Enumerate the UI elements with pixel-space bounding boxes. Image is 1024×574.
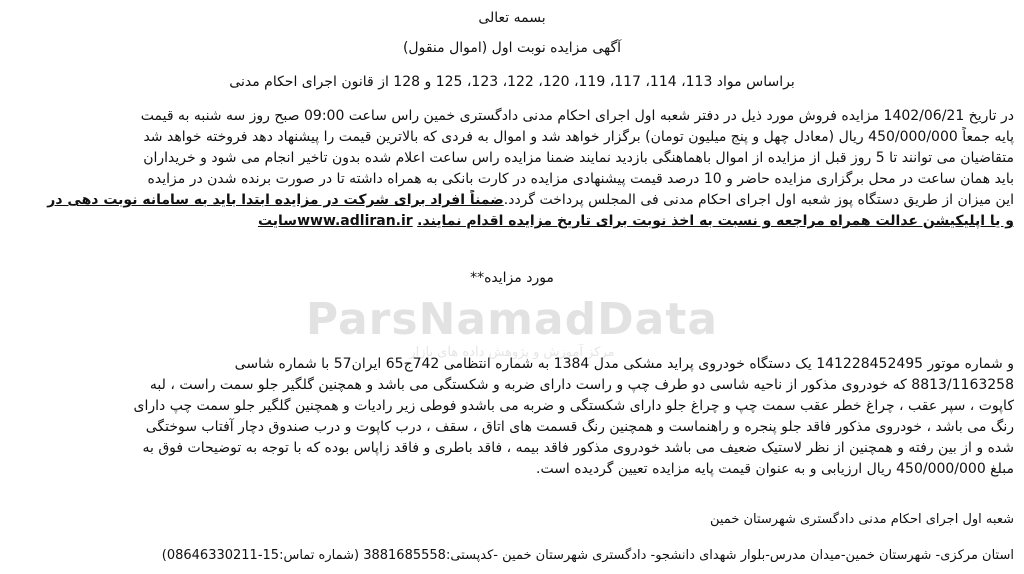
watermark-subtitle: مرکز آموزش و پژوهش داده های بازار: [409, 345, 615, 360]
court-address: استان مرکزی- شهرستان خمین-میدان مدرس-بلوار شهدای دانشجو- دادگستری شهرستان خمین -کدپستی:3881685558 (شماره تماس:15-08646330211): [161, 548, 1014, 563]
intro-line-4: باید همان ساعت در محل برگزاری مزایده حاضر و 10 درصد قیمت پیشنهادی مزایده در کارت بانکی به همراه داشته تا در صورت برنده شدن در مزایده: [147, 171, 1014, 187]
intro-line-1: در تاریخ 1402/06/21 مزایده فروش مورد ذیل در دفتر شعبه اول اجرای احکام مدنی دادگستری خمین راس ساعت 09:00 صبح روز سه شنبه به قیمت: [140, 108, 1014, 124]
intro-line-5: [10, 190, 1014, 211]
description-line-2: 8813/1163258 که خودروی مذکور از ناحیه شاسی دو طرف چپ و راست دارای ضربه و شکستگی می باشد و همچنین گلگیر جلو سمت راست ، لبه: [149, 377, 1014, 393]
issuing-branch-signature: شعبه اول اجرای احکام مدنی دادگستری شهرستان خمین: [709, 512, 1014, 527]
notice-title: آگهی مزایده نوبت اول (اموال منقول): [402, 40, 622, 56]
adliran-website-link[interactable]: www.adliran.ir: [297, 213, 413, 229]
description-line-6: مبلغ 450/000/000 ریال ارزیابی و به عنوان قیمت پایه مزایده تعیین گردیده است.: [536, 461, 1014, 477]
description-line-3: کاپوت ، سپر عقب ، چراغ خطر عقب سمت چپ و چراغ جلو دارای شکستگی و ضربه می باشدو فوطی زیر رادیات و همچنین گلگیر جلو سمت چپ دارای: [133, 398, 1014, 414]
parsnamaddata-watermark: ParsNamadData: [305, 294, 719, 345]
description-line-1: و شماره موتور 141228452495 یک دستگاه خودروی پراید مشکی مدل 1384 به شماره انتظامی 742ج65 ایران57 با شماره شاسی: [234, 356, 1014, 372]
intro-line-6: [10, 211, 1014, 232]
app-registration-notice-bold: و یا اپلیکیشن عدالت همراه مراجعه و نسبت به اخذ نوبت برای تاریخ مزایده اقدام نمایند.: [417, 213, 1014, 229]
vehicle-description-paragraph: [10, 354, 1014, 480]
intro-line-3: متقاضیان می توانند تا 5 روز قبل از مزایده از اموال باهماهنگی بازدید نمایند ضمنا مزایده راس ساعت اعلام شده بدون تاخیر انجام می شود و خریداران: [143, 150, 1014, 166]
subject-heading: مورد مزایده**: [470, 270, 554, 286]
description-line-4: رنگ می باشد ، خودروی مذکور فاقد جلو پنجره و راهنماست و همچنین رنگ قسمت های اتاق ، سقف ، درب کاپوت و درب صندوق دچار آفتاب سوختگی: [145, 419, 1014, 435]
intro-line-2: پایه جمعاً 450/000/000 ریال (معادل چهل و پنج میلیون تومان) برگزار خواهد شد و اموال به فردی که بالاترین قیمت را پیشنهاد دهد فروخته خواهد شد: [143, 129, 1014, 145]
payment-instruction-text: این میزان از طریق دستگاه پوز شعبه اول اجرای احکام مدنی فی المجلس پرداخت گردد.: [503, 192, 1014, 208]
auction-intro-paragraph: [10, 106, 1014, 232]
legal-basis-line: براساس مواد 113، 114، 117، 119، 120، 122، 123، 125 و 128 از قانون اجرای احکام مدنی: [229, 74, 795, 90]
description-line-5: شده و از بین رفته و همچنین از نظر لاستیک ضعیف می باشد خودروی مذکور فاقد بیمه ، فاقد باطری و فاقد زاپاس بوده که با توجه به توضیحات فوق به: [142, 440, 1014, 456]
registration-notice-bold: ضمناً افراد برای شرکت در مزایده ابتدا باید به سامانه نوبت دهی در: [47, 192, 504, 208]
bismillah-heading: بسمه تعالی: [478, 10, 546, 26]
website-label: سایت: [257, 213, 298, 229]
